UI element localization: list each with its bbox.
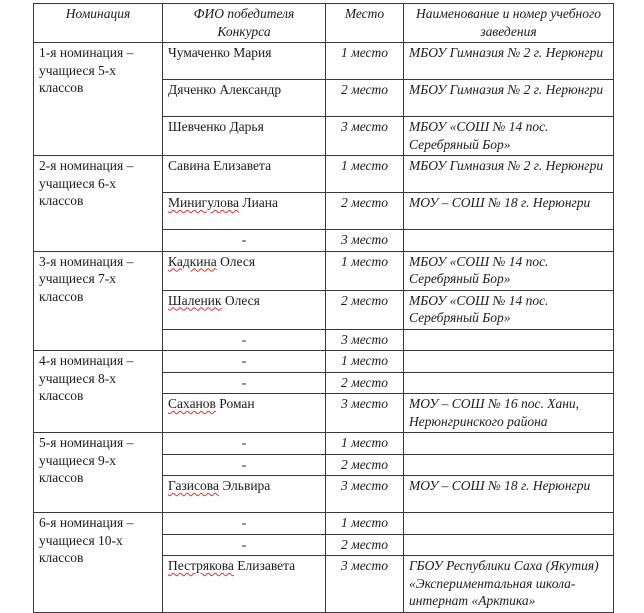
place-cell: 2 место — [326, 454, 404, 476]
place-cell: 3 место — [326, 230, 404, 252]
place-cell: 3 место — [326, 556, 404, 613]
header-nomination: Номинация — [34, 4, 163, 43]
place-cell: 3 место — [326, 394, 404, 433]
spellcheck-marker: Пестрякова — [168, 558, 234, 573]
place-cell: 2 место — [326, 534, 404, 556]
school-cell: МБОУ «СОШ № 14 пос. Серебряный Бор» — [404, 290, 614, 329]
winner-name-cell — [163, 117, 326, 156]
winner-name: Дяченко Александр — [168, 82, 282, 97]
place-cell: 3 место — [326, 329, 404, 351]
school-cell: МОУ – СОШ № 16 пос. Хани, Нерюнгринского района — [404, 394, 614, 433]
nomination-cell: 2-я номинация – учащиеся 6-х классов — [34, 156, 163, 252]
school-cell — [404, 534, 614, 556]
place-cell: 1 место — [326, 513, 404, 535]
table-row — [34, 251, 614, 290]
place-cell: 2 место — [326, 80, 404, 117]
table-row — [34, 156, 614, 193]
nomination-cell: 5-я номинация – учащиеся 9-х классов — [34, 433, 163, 513]
place-cell: 3 место — [326, 117, 404, 156]
winner-name: Газисова Эльвира — [168, 478, 271, 493]
spellcheck-marker: Минигулова — [168, 195, 240, 210]
table-row — [34, 433, 614, 455]
school-cell: МОУ – СОШ № 18 г. Нерюнгри — [404, 476, 614, 513]
winner-name: Савина Елизавета — [168, 158, 272, 173]
nomination-cell: 1-я номинация – учащиеся 5-х классов — [34, 43, 163, 156]
school-cell — [404, 513, 614, 535]
winner-name-cell — [163, 513, 326, 535]
winner-name-cell — [163, 556, 326, 613]
winner-name: - — [241, 456, 247, 472]
table-row — [34, 43, 614, 80]
school-cell — [404, 433, 614, 455]
school-cell — [404, 329, 614, 351]
header-winner-name: ФИО победителя Конкурса — [163, 4, 326, 43]
table-row — [34, 513, 614, 535]
place-cell: 3 место — [326, 476, 404, 513]
school-cell: МБОУ «СОШ № 14 пос. Серебряный Бор» — [404, 251, 614, 290]
nomination-cell: 4-я номинация – учащиеся 8-х классов — [34, 351, 163, 433]
winner-name: - — [241, 353, 247, 368]
place-cell: 2 место — [326, 372, 404, 394]
school-cell: МБОУ Гимназия № 2 г. Нерюнгри — [404, 80, 614, 117]
winner-name-cell — [163, 43, 326, 80]
header-place: Место — [326, 4, 404, 43]
winner-name-cell — [163, 433, 326, 455]
winner-name-cell — [163, 251, 326, 290]
spellcheck-marker: Шаленик — [168, 292, 222, 308]
winner-name-cell — [163, 351, 326, 373]
spellcheck-marker: Саханов — [168, 396, 216, 411]
winner-name-cell — [163, 156, 326, 193]
school-cell — [404, 230, 614, 252]
winner-name: - — [241, 374, 247, 390]
school-cell — [404, 454, 614, 476]
school-cell: МБОУ Гимназия № 2 г. Нерюнгри — [404, 43, 614, 80]
nomination-cell: 3-я номинация – учащиеся 7-х классов — [34, 251, 163, 351]
winner-name: - — [241, 331, 247, 347]
school-cell: МБОУ Гимназия № 2 г. Нерюнгри — [404, 156, 614, 193]
winner-name: Шевченко Дарья — [168, 119, 264, 134]
winner-name-cell — [163, 476, 326, 513]
header-row — [34, 4, 614, 43]
spellcheck-marker: Газисова — [168, 478, 219, 493]
winner-name-cell — [163, 80, 326, 117]
results-body — [34, 43, 614, 613]
winner-name-cell — [163, 290, 326, 329]
winner-name: Чумаченко Мария — [168, 45, 272, 60]
place-cell: 1 место — [326, 156, 404, 193]
winner-name-cell — [163, 394, 326, 433]
place-cell: 1 место — [326, 433, 404, 455]
school-cell: МБОУ «СОШ № 14 пос. Серебряный Бор» — [404, 117, 614, 156]
winner-name: - — [241, 435, 247, 450]
school-cell — [404, 351, 614, 373]
results-table — [33, 3, 614, 613]
place-cell: 1 место — [326, 351, 404, 373]
winner-name-cell — [163, 534, 326, 556]
header-school: Наименование и номер учебного заведения — [404, 4, 614, 43]
school-cell: МОУ – СОШ № 18 г. Нерюнгри — [404, 193, 614, 230]
table-row — [34, 351, 614, 373]
school-cell — [404, 372, 614, 394]
winner-name-cell — [163, 193, 326, 230]
place-cell: 1 место — [326, 251, 404, 290]
winner-name: Пестрякова Елизавета — [168, 558, 296, 573]
winner-name: - — [241, 232, 247, 247]
winner-name: - — [241, 515, 247, 530]
winner-name-cell — [163, 230, 326, 252]
winner-name-cell — [163, 372, 326, 394]
winner-name: Шаленик Олеся — [168, 292, 260, 308]
winner-name-cell — [163, 454, 326, 476]
place-cell: 1 место — [326, 43, 404, 80]
spellcheck-marker: Кадкина — [168, 253, 217, 269]
place-cell: 2 место — [326, 290, 404, 329]
winner-name: Кадкина Олеся — [168, 253, 256, 269]
winner-name: - — [241, 536, 247, 552]
winner-name-cell — [163, 329, 326, 351]
nomination-cell: 6-я номинация – учащиеся 10-х классов — [34, 513, 163, 613]
winner-name: Саханов Роман — [168, 396, 255, 411]
winner-name: Минигулова Лиана — [168, 195, 279, 210]
school-cell: ГБОУ Республики Саха (Якутия) «Экспериментальная школа-интернат «Арктика» — [404, 556, 614, 613]
place-cell: 2 место — [326, 193, 404, 230]
